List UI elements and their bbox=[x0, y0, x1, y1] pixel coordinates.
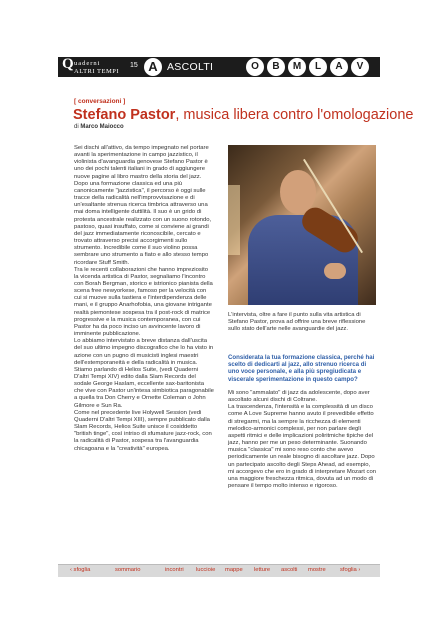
article-byline bbox=[74, 124, 124, 130]
byline-prefix: di bbox=[74, 124, 79, 130]
section-nav-o[interactable]: O bbox=[246, 58, 264, 76]
article-rubric: [ conversazioni ] bbox=[74, 98, 126, 105]
paragraph: La trascendenza, l'intensità e la complessità di un disco come A Love Supreme hanno avuto il prevedibile effetto di stregarmi, ma la sempre la ricchezza di elementi melodico-armonici complessi, per non parlare degli aspetti ritmici e delle implicazioni poliritmiche tipiche del jazz, hanno per me un peso determinante. Suonando musica "classica" mi sono reso conto che avevo periodicamente un reale bisogno di ascoltare jazz. Dopo un partecipato ascolto degli Steps Ahead, ad esempio, mi accorgevo che ero in grado di interpretare Mozart con una maggiore freschezza ritmica, dovuta ad un modo di pensare il tempo molto intenso e rigoroso. bbox=[228, 404, 376, 490]
magazine-header bbox=[58, 57, 380, 77]
section-nav-b[interactable]: B bbox=[267, 58, 285, 76]
paragraph: Mi sono "ammalato" di jazz da adolescente, dopo aver ascoltato alcuni dischi di Coltrane. bbox=[228, 390, 370, 404]
next-page-link[interactable]: sfoglia › bbox=[340, 567, 361, 573]
section-nav-v[interactable]: V bbox=[351, 58, 369, 76]
article-left-column bbox=[74, 145, 214, 453]
bottom-nav bbox=[58, 564, 380, 577]
paragraph: Dopo una formazione classica ed una più canonicamente "jazzistica", il percorso è oggi sulle tracce della radicalità nell'improvvisazione e di un'esaltante strenua ricerca timbrica attraverso una mai doma intelligente duttilità. Il suo è un grido di protesta ancestrale realizzato con un suono rotondo, pastoso, quasi insuffato, come si conviene ai grandi del jazz immediatamente riconoscibile, cercato e trovato attraverso precisi accorgimenti sullo strumento. Incredibile come il suo violino possa sembrare uno strumento a fiato e allo stesso tempo ricordare Stuff Smith. bbox=[74, 180, 212, 266]
nav-mostre[interactable]: mostre bbox=[308, 567, 326, 573]
section-title: ASCOLTI bbox=[167, 61, 214, 73]
issue-number: 15 bbox=[130, 62, 138, 69]
paragraph: Sei dischi all'attivo, da tempo impegnato nel portare avanti la sperimentazione in campo jazzistico, il violinista d'avanguardia genovese Stefano Pastor è uno dei pochi talenti italiani in grado di aggiungere nuove pagine al libro mastro della storia del jazz. bbox=[74, 145, 209, 180]
photo-lamp bbox=[228, 185, 240, 255]
photo-caption: L'intervista, oltre a fare il punto sulla vita artistica di Stefano Pastor, prova ad offrire una breve riflessione sullo stato dell'arte nelle avanguardie del jazz. bbox=[228, 312, 366, 333]
interview-question: Considerata la tua formazione classica, perché hai scelto di dedicarti al jazz, allo strenuo ricerca di uno voce personale, e alla più spregiudicata e viscerale sperimentazione in questo campo? bbox=[228, 354, 375, 383]
paragraph: Tra le recenti collaborazioni che hanno impreziosito la vicenda artistica di Pastor, segnaliamo l'incontro con Borah Bergman, storico e istrionico pianista della scena free newyorkese, famoso per la velocità con cui si muove sulla tastiera e l'interdipendenza delle mani, e il gruppo Anarhofobia, una giovane intrigante realtà piemontese sospesa tra il post-rock di matrice progressive e la musica contemporanea, con cui Pastor ha da poco inciso un avvincente lavoro di imminente pubblicazione. bbox=[74, 266, 213, 338]
paragraph: Lo abbiamo intervistato a breve distanza dall'uscita del suo ultimo impegno discografico che lo ha visto in azione con un pugno di musicisti inglesi maestri dell'estemporaneità e della radicalità in musica. Stiamo parlando di Helios Suite, (vedi Quaderni D'altri Tempi XIV) edito dalla Slam Records del sodale George Haslam, eccellente sax-baritonista che vive con Pastor un'intesa simbiotica paragonabile a quella tra Don Cherry e Ornette Coleman o John Gilmore e Sun Ra. bbox=[74, 338, 214, 409]
magazine-logo[interactable] bbox=[62, 58, 124, 76]
nav-mappe[interactable]: mappe bbox=[225, 567, 243, 573]
logo-line-1: uaderni bbox=[74, 60, 101, 67]
violinist-photo bbox=[228, 145, 376, 305]
nav-incontri[interactable]: incontri bbox=[165, 567, 184, 573]
byline-author: Marco Maiocco bbox=[80, 124, 124, 130]
paragraph: Come nel precedente live Holywell Session (vedi Quaderni D'altri Tempi XIII), sempre pubblicato dalla Slam Records, Helios Suite unisce il cosiddetto "british tinge", così intriso di sfumature jazz-rock, con la radicalità di Pastor, sospesa tra l'avanguardia chicagoana e la "creatività" europea. bbox=[74, 409, 212, 452]
logo-line-2: ALTRI TEMPI bbox=[74, 68, 120, 75]
title-subtitle: , musica libera contro l'omologazione bbox=[175, 107, 414, 123]
nav-sommario[interactable]: sommario bbox=[115, 567, 141, 573]
nav-letture[interactable]: letture bbox=[254, 567, 271, 573]
section-nav-m[interactable]: M bbox=[288, 58, 306, 76]
photo-hand bbox=[324, 263, 346, 279]
section-badge: A bbox=[144, 58, 162, 76]
section-nav-l[interactable]: L bbox=[309, 58, 327, 76]
nav-ascolti[interactable]: ascolti bbox=[281, 567, 298, 573]
interview-answer bbox=[228, 390, 376, 490]
nav-luccioie[interactable]: luccioie bbox=[196, 567, 216, 573]
section-nav-a[interactable]: A bbox=[330, 58, 348, 76]
logo-letter: Q bbox=[62, 56, 74, 72]
prev-page-link[interactable]: ‹ sfoglia bbox=[70, 567, 91, 573]
section-nav bbox=[246, 58, 369, 76]
article-title bbox=[73, 107, 413, 123]
title-name: Stefano Pastor bbox=[73, 107, 176, 123]
